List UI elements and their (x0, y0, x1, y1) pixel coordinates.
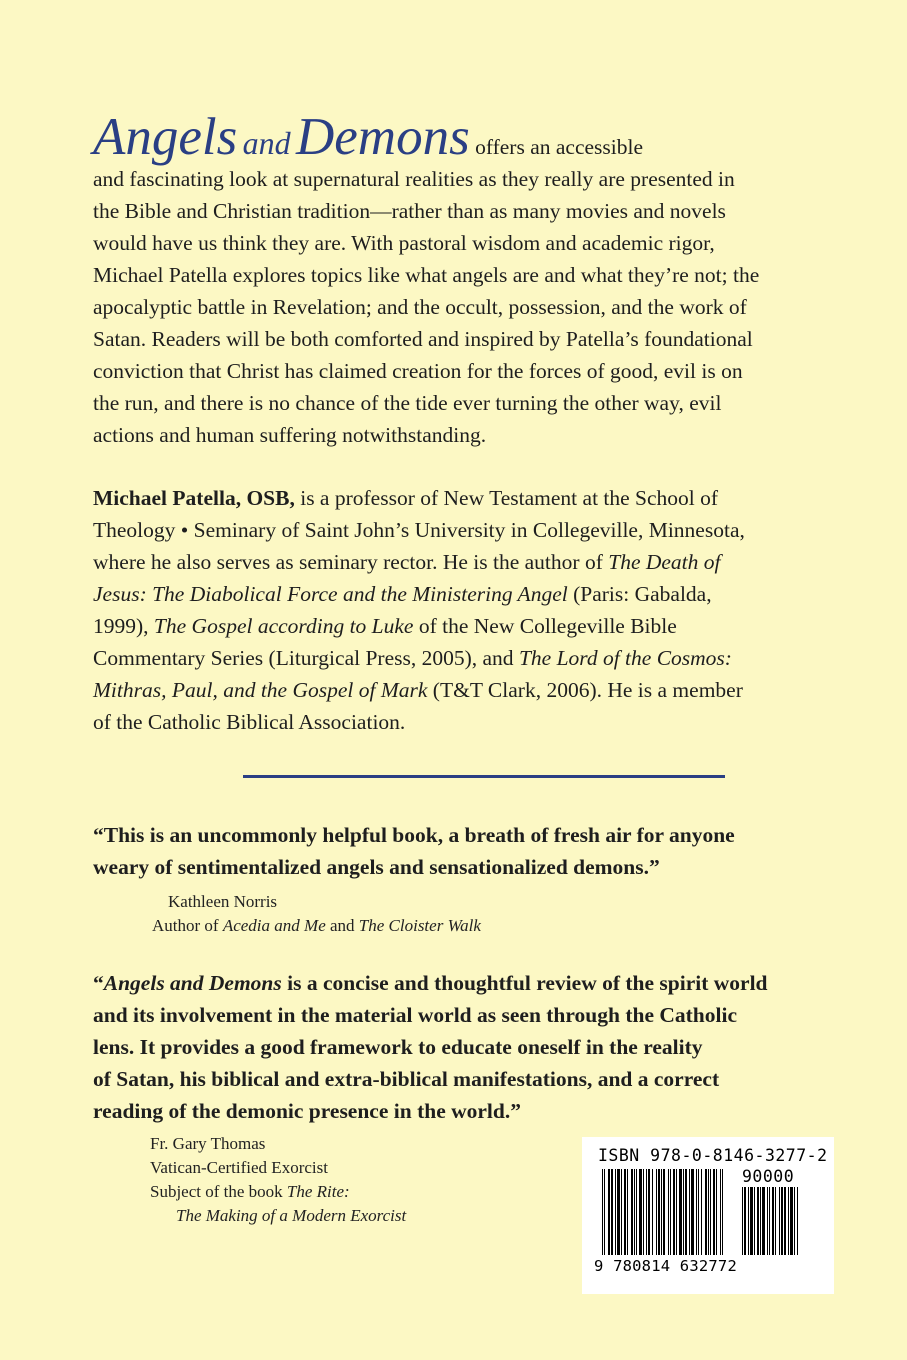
title-and: and (242, 125, 291, 161)
endorsement-quote (93, 819, 823, 883)
bio-text: (T&T Clark, 2006). He is a member (427, 678, 743, 702)
endorsement-quote (93, 967, 823, 1127)
description-line: and fascinating look at supernatural realities as they really are presented in (93, 167, 735, 191)
barcode-bar (750, 1187, 753, 1255)
barcode-bar (656, 1169, 657, 1255)
barcode-bar (621, 1169, 622, 1255)
barcode-bar (670, 1169, 671, 1255)
barcode-bar (648, 1169, 650, 1255)
barcode-bar (744, 1187, 746, 1255)
description-line: would have us think they are. With pastoral wisdom and academic rigor, (93, 231, 715, 255)
description-line: Michael Patella explores topics like what angels are and what they’re not; the (93, 263, 760, 287)
barcode-bar (663, 1169, 665, 1255)
bio-text: Commentary Series (Liturgical Press, 2005), and (93, 646, 519, 670)
title-angels: Angels (93, 108, 238, 166)
bio-line: Theology • Seminary of Saint John’s University in Collegeville, Minnesota, (93, 518, 745, 542)
barcode-bar (673, 1169, 675, 1255)
author-name: Michael Patella, OSB, (93, 486, 295, 510)
barcode-bar (646, 1169, 647, 1255)
barcode-bar (658, 1169, 660, 1255)
quote-line (93, 967, 823, 999)
barcode-bar (769, 1187, 770, 1255)
barcode-bar (781, 1187, 783, 1255)
barcode-bar (757, 1187, 759, 1255)
barcode-bar (676, 1169, 677, 1255)
addon-barcode-bars (742, 1187, 818, 1255)
barcode-bar (754, 1187, 755, 1255)
barcode-bar (794, 1187, 795, 1255)
barcode-bar (636, 1169, 637, 1255)
barcode-bar (742, 1187, 743, 1255)
barcode-bar (691, 1169, 694, 1255)
description-line: Satan. Readers will be both comforted and inspired by Patella’s foundational (93, 327, 753, 351)
ean-number: 9 780814 632772 (594, 1257, 737, 1275)
title-line (93, 108, 813, 166)
role-text: Author of (152, 916, 223, 935)
barcode-bar (615, 1169, 616, 1255)
barcode-bar (760, 1187, 761, 1255)
barcode-bar (698, 1169, 699, 1255)
barcode-bar (631, 1169, 633, 1255)
barcode-bar (661, 1169, 662, 1255)
endorser-name: Kathleen Norris (168, 892, 278, 911)
book-title: Jesus: The Diabolical Force and the Ministering Angel (93, 582, 568, 606)
barcode-bar (722, 1169, 723, 1255)
barcode-bar (617, 1169, 620, 1255)
barcode-bar (708, 1169, 709, 1255)
barcode-bar (788, 1187, 789, 1255)
book-description (93, 108, 813, 451)
bio-line (93, 482, 813, 514)
quote-mark: “ (93, 971, 104, 995)
barcode-bar (713, 1169, 715, 1255)
description-line: the run, and there is no chance of the tide ever turning the other way, evil (93, 391, 722, 415)
book-title: The Cloister Walk (358, 916, 481, 935)
isbn-barcode (582, 1137, 834, 1294)
book-title: The Making of a Modern Exorcist (176, 1206, 407, 1225)
barcode-bar (624, 1169, 626, 1255)
barcode-bar (720, 1169, 721, 1255)
endorsement-attribution (150, 1132, 406, 1228)
description-line: offers an accessible (475, 135, 644, 159)
description-line: apocalyptic battle in Revelation; and the occult, possession, and the work of (93, 295, 747, 319)
endorser-name: Fr. Gary Thomas (150, 1134, 266, 1153)
bio-line (93, 610, 813, 642)
barcode-bar (608, 1169, 610, 1255)
barcode-bar (779, 1187, 780, 1255)
barcode-bar (679, 1169, 682, 1255)
barcode-bar (762, 1187, 765, 1255)
divider (243, 775, 725, 778)
quote-line: reading of the demonic presence in the world.” (93, 1099, 521, 1123)
barcode-bar (639, 1169, 642, 1255)
price-code: 90000 (742, 1167, 795, 1186)
bio-line (93, 546, 813, 578)
author-bio (93, 482, 813, 738)
book-title: Angels and Demons (103, 971, 282, 995)
book-title: The Rite: (286, 1182, 350, 1201)
title-demons: Demons (296, 108, 470, 166)
barcode-bar (716, 1169, 717, 1255)
barcode-bar (602, 1169, 603, 1255)
barcode-bar (767, 1187, 768, 1255)
quote-line: of Satan, his biblical and extra-biblical manifestations, and a correct (93, 1067, 720, 1091)
barcode-bar (701, 1169, 702, 1255)
quote-line: and its involvement in the material world as seen through the Catholic (93, 1003, 738, 1027)
barcode-bar (634, 1169, 635, 1255)
barcode-bar (790, 1187, 793, 1255)
endorser-role (150, 1180, 406, 1204)
bio-line (93, 642, 813, 674)
barcode-bar (604, 1169, 605, 1255)
barcode-bar (784, 1187, 786, 1255)
quote-line: lens. It provides a good framework to educate oneself in the reality (93, 1035, 703, 1059)
description-line: the Bible and Christian tradition—rather than as many movies and novels (93, 199, 726, 223)
barcode-bar (748, 1187, 749, 1255)
quote-line: weary of sentimentalized angels and sensationalized demons.” (93, 855, 660, 879)
book-title: The Death of (608, 550, 721, 574)
barcode-bar (710, 1169, 711, 1255)
bio-text: of the New Collegeville Bible (413, 614, 677, 638)
barcode-bar (775, 1187, 776, 1255)
bio-text: (Paris: Gabalda, (567, 582, 712, 606)
barcode-bar (689, 1169, 690, 1255)
book-title: Mithras, Paul, and the Gospel of Mark (93, 678, 428, 702)
book-title: The Lord of the Cosmos: (518, 646, 732, 670)
bio-line (93, 674, 813, 706)
bio-text: where he also serves as seminary rector. He is the author of (93, 550, 609, 574)
book-title: The Gospel according to Luke (153, 614, 414, 638)
barcode-bar (668, 1169, 669, 1255)
bio-line: of the Catholic Biblical Association. (93, 710, 406, 734)
bio-line (93, 578, 813, 610)
barcode-bar (696, 1169, 697, 1255)
description-line: conviction that Christ has claimed creation for the forces of good, evil is on (93, 359, 743, 383)
quote-text: is a concise and thoughtful review of the spirit world (281, 971, 768, 995)
barcode-bar (643, 1169, 644, 1255)
ean-barcode-bars (602, 1169, 734, 1255)
barcode-bar (685, 1169, 687, 1255)
endorser-role (150, 1204, 406, 1228)
role-text: and (325, 916, 359, 935)
endorsement-attribution (152, 890, 481, 938)
endorser-role: Vatican-Certified Exorcist (150, 1158, 328, 1177)
barcode-bar (652, 1169, 653, 1255)
barcode-bar (772, 1187, 774, 1255)
barcode-bar (683, 1169, 684, 1255)
book-title: Acedia and Me (222, 916, 326, 935)
barcode-bar (705, 1169, 707, 1255)
barcode-bar (627, 1169, 628, 1255)
barcode-bar (611, 1169, 613, 1255)
endorser-role (152, 914, 481, 938)
role-text: Subject of the book (150, 1182, 287, 1201)
description-line: actions and human suffering notwithstanding. (93, 423, 487, 447)
barcode-bar (797, 1187, 798, 1255)
bio-text: is a professor of New Testament at the School of (294, 486, 719, 510)
isbn-label: ISBN 978-0-8146-3277-2 (598, 1146, 828, 1165)
bio-text: 1999), (93, 614, 154, 638)
quote-line: “This is an uncommonly helpful book, a breath of fresh air for anyone (93, 823, 735, 847)
